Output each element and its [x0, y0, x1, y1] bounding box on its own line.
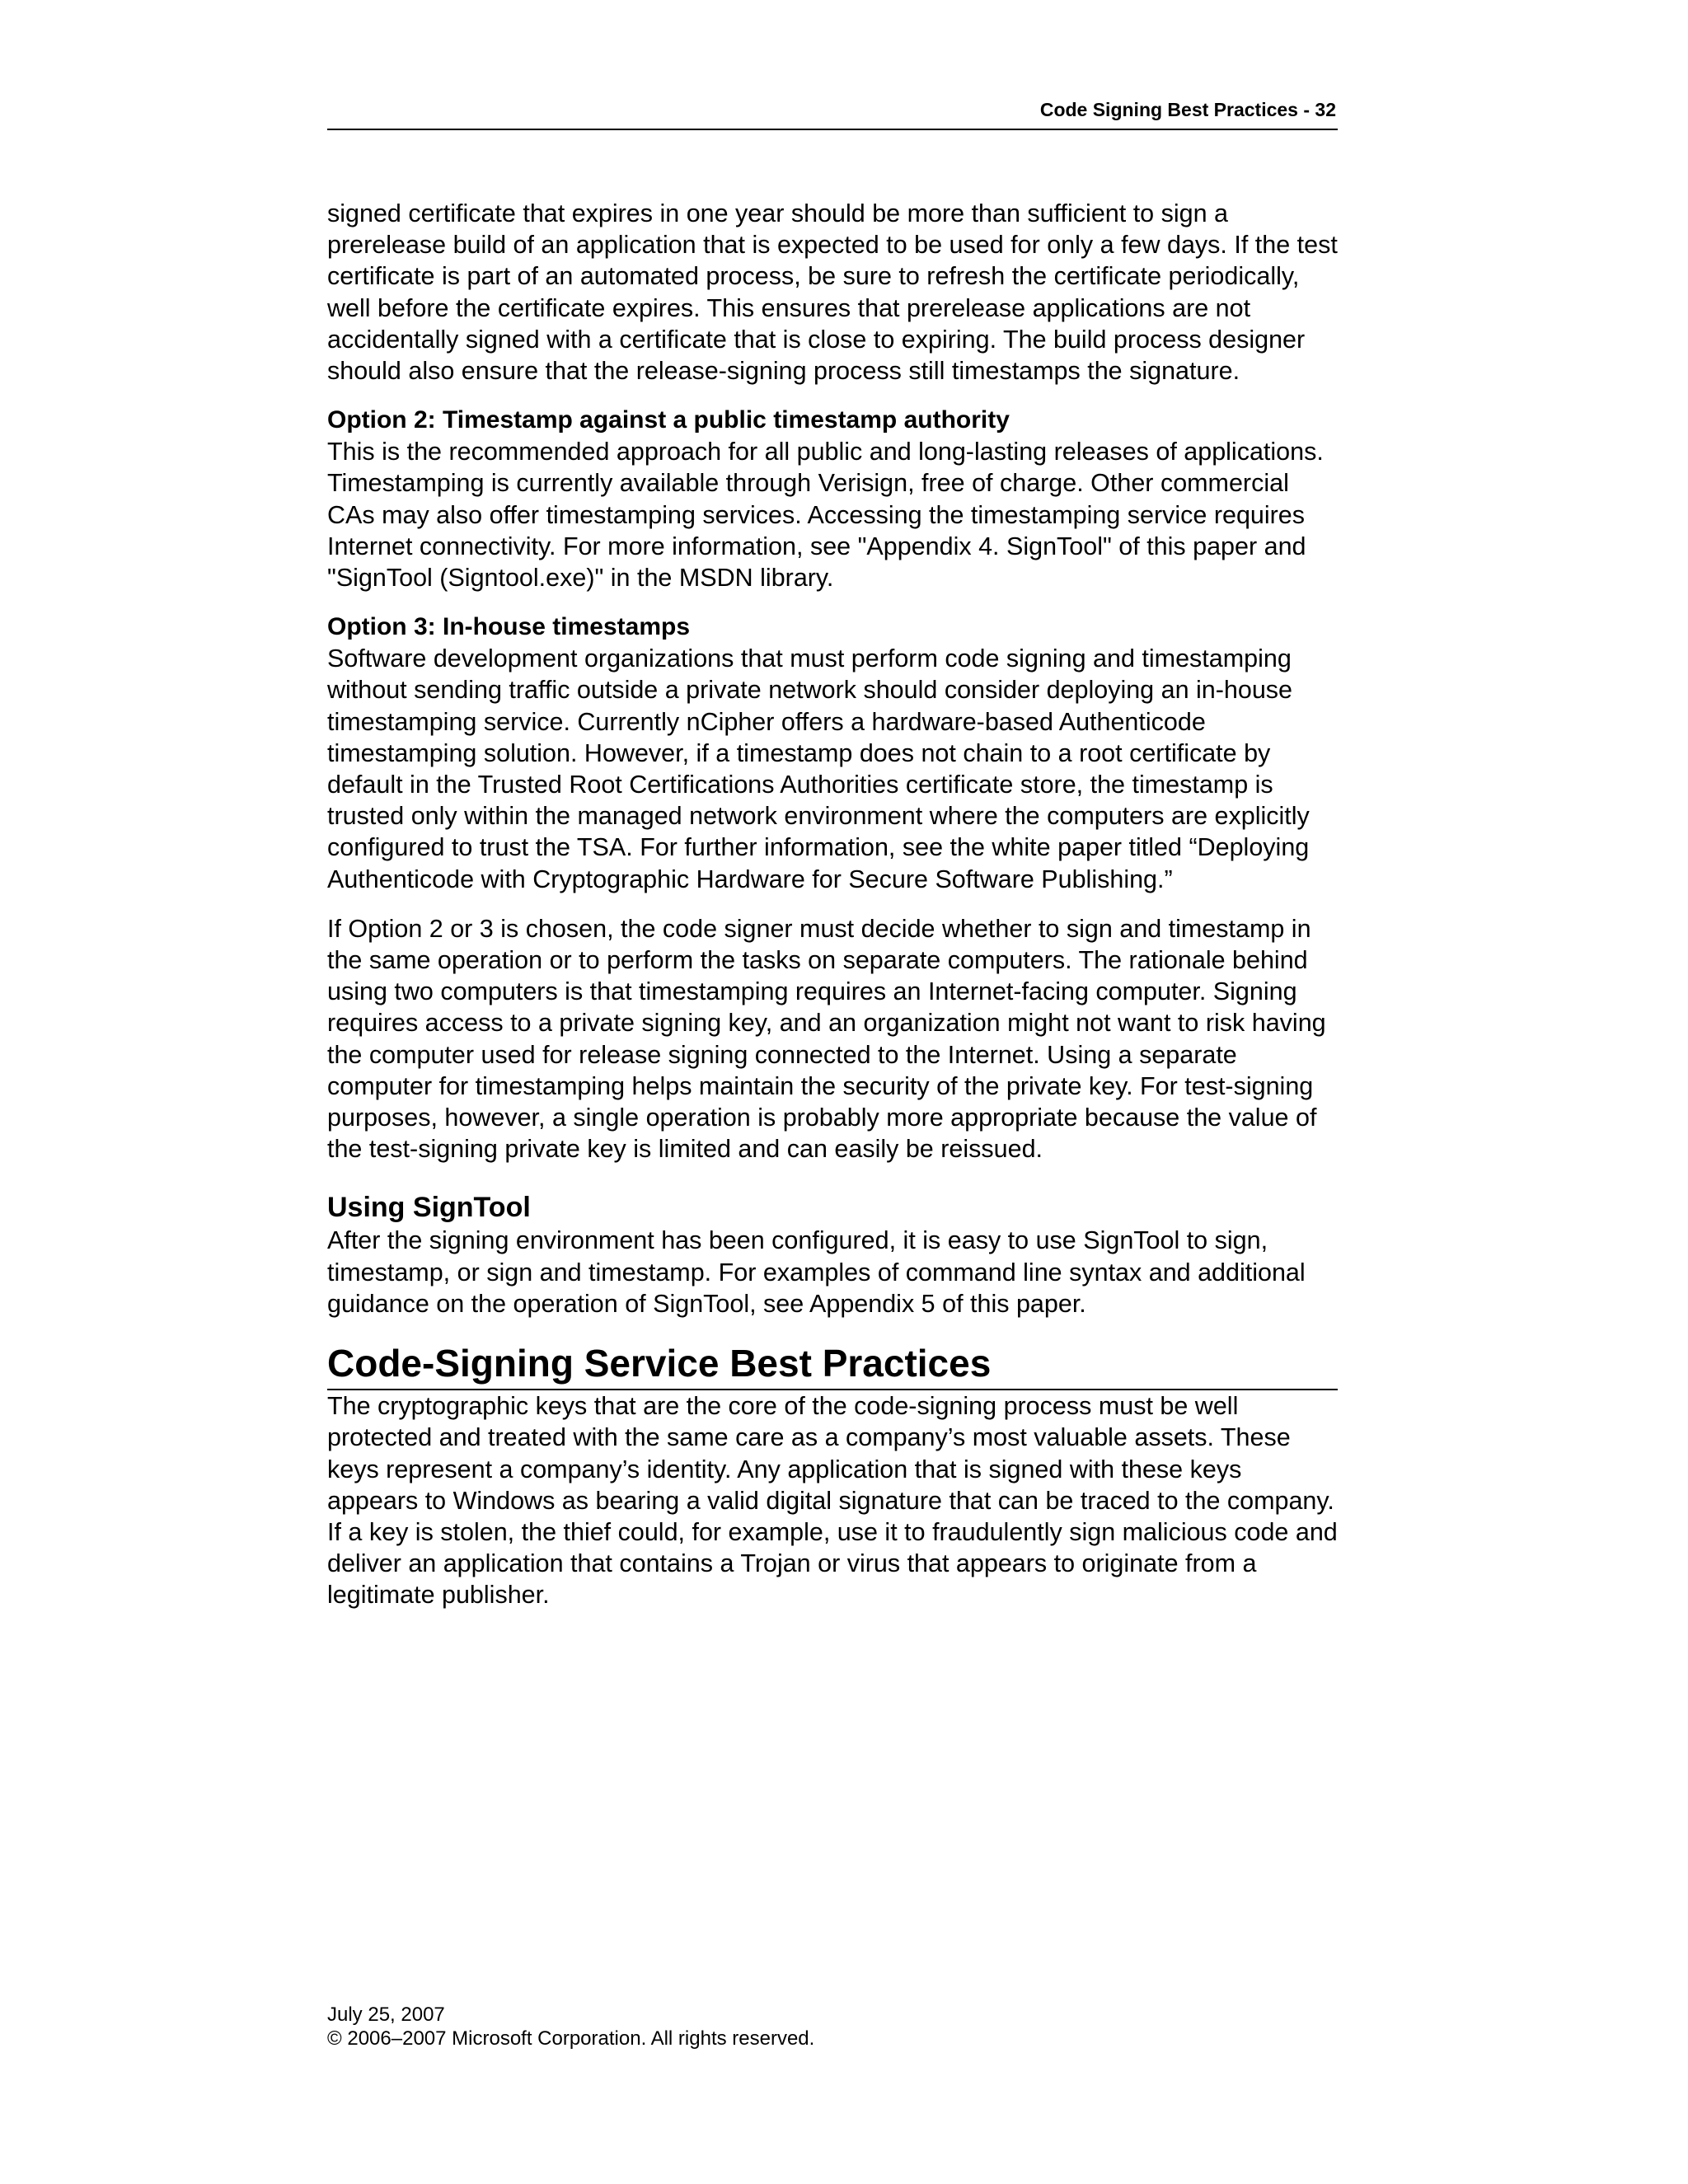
signtool-heading: Using SignTool [327, 1192, 531, 1224]
page-content [327, 198, 1338, 1611]
footer-copyright: © 2006–2007 Microsoft Corporation. All rights reserved. [327, 2027, 815, 2050]
option3-title: Option 3: In-house timestamps [327, 613, 691, 641]
option2-paragraph: This is the recommended approach for all public and long-lasting releases of applications. Timestamping is currently available through Verisign, free of charge. Other commercial CAs may also offer timestamping services. Accessing the timestamping service requires Internet connectivity. For more information, see "Appendix 4. SignTool" of this paper and "SignTool (Signtool.exe)" in the MSDN library. [327, 438, 1324, 593]
running-title: Code Signing Best Practices - 32 [1039, 99, 1336, 120]
footer-date: July 25, 2007 [327, 2004, 445, 2026]
page-footer [327, 2003, 814, 2050]
choice-paragraph: If Option 2 or 3 is chosen, the code signer must decide whether to sign and timestamp in the same operation or to perform the tasks on separate computers. The rationale behind using two computers is that timestamping requires an Internet-facing computer. Signing requires access to a private signing key, and an organization might not want to risk having the computer used for release signing connected to the Internet. Using a separate computer for timestamping helps maintain the security of the private key. For test-signing purposes, however, a single operation is probably more appropriate because the value of the test-signing private key is limited and can easily be reissued. [327, 914, 1326, 1164]
intro-paragraph: signed certificate that expires in one year should be more than sufficient to sign a prerelease build of an application that is expected to be used for only a few days. If the test certificate is part of an automated process, be sure to refresh the certificate periodically, well before the certificate expires. This ensures that prerelease applications are not accidentally signed with a certificate that is close to expiring. The build process designer should also ensure that the release-signing process still timestamps the signature. [327, 199, 1338, 386]
option3-paragraph: Software development organizations that must perform code signing and timestamping without sending traffic outside a private network should consider deploying an in-house timestamping service. Currently nCipher offers a hardware-based Authenticode timestamping solution. However, if a timestamp does not chain to a root certificate by default in the Trusted Root Certifications Authorities certificate store, the timestamp is trusted only within the managed network environment where the computers are explicitly configured to trust the TSA. For further information, see the white paper titled “Deploying Authenticode with Cryptographic Hardware for Secure Software Publishing.” [327, 644, 1310, 893]
service-best-practices-heading: Code-Signing Service Best Practices [327, 1339, 1338, 1390]
page-header [327, 97, 1338, 130]
signtool-paragraph: After the signing environment has been configured, it is easy to use SignTool to sign, timestamp, or sign and timestamp. For examples of command line syntax and additional guidance on the operation of SignTool, see Appendix 5 of this paper. [327, 1226, 1306, 1318]
option2-title: Option 2: Timestamp against a public timestamp authority [327, 406, 1010, 434]
service-best-practices-paragraph: The cryptographic keys that are the core of the code-signing process must be well protected and treated with the same care as a company’s most valuable assets. These keys represent a company’s identity. Any application that is signed with these keys appears to Windows as bearing a valid digital signature that can be traced to the company. If a key is stolen, the thief could, for example, use it to fraudulently sign malicious code and deliver an application that contains a Trojan or virus that appears to originate from a legitimate publisher. [327, 1392, 1338, 1610]
